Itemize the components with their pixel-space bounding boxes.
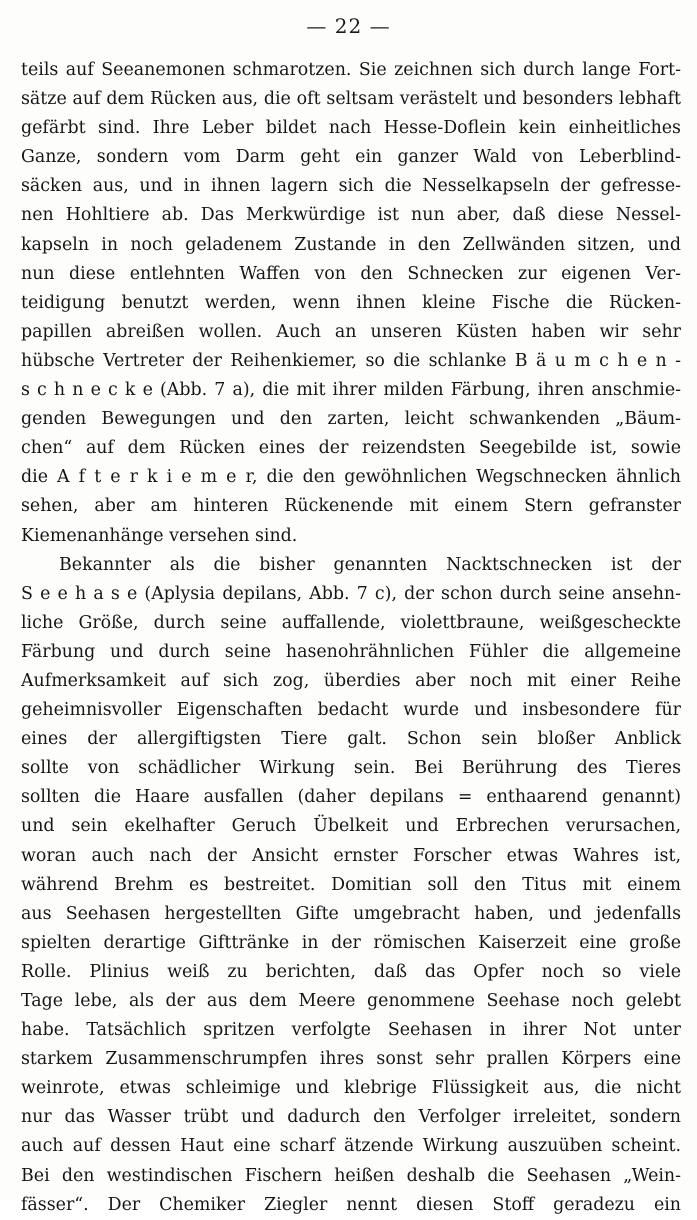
- text-line: starkem Zusammenschrumpfen ihres sonst sehr prallen Körpers eine: [21, 1049, 681, 1070]
- text-line: sehen, aber am hinteren Rückenende mit einem Stern gefranster: [21, 496, 681, 517]
- text-line: während Brehm es bestreitet. Domitian soll den Titus mit einem: [21, 874, 681, 895]
- text-line: Färbung und durch seine hasenohrähnlichen Fühler die allgemeine: [21, 641, 681, 662]
- text-line: nur das Wasser trübt und dadurch den Verfolger irreleitet, sondern: [21, 1107, 681, 1128]
- text-line: kapseln in noch geladenem Zustande in den Zellwänden sitzen, und: [21, 234, 681, 255]
- text-line: Rolle. Plinius weiß zu berichten, daß das Opfer noch so viele: [21, 961, 681, 982]
- text-line: Bei den westindischen Fischern heißen deshalb die Seehasen „Wein-: [21, 1165, 681, 1186]
- text-line: habe. Tatsächlich spritzen verfolgte Seehasen in ihrer Not unter: [21, 1020, 681, 1041]
- text-line: papillen abreißen wollen. Auch an unseren Küsten haben wir sehr: [21, 321, 681, 342]
- text-line: hübsche Vertreter der Reihenkiemer, so die schlanke B ä u m c h e n -: [21, 350, 681, 371]
- text-line: genden Bewegungen und den zarten, leicht schwankenden „Bäum-: [21, 409, 681, 430]
- text-line: Tage lebe, als der aus dem Meere genommene Seehase noch gelebt: [21, 991, 681, 1011]
- text-line: nen Hohltiere ab. Das Merkwürdige ist nun aber, daß diese Nessel-: [21, 205, 681, 226]
- body-text: [21, 56, 681, 1220]
- text-line: woran auch nach der Ansicht ernster Forscher etwas Wahres ist,: [21, 845, 681, 866]
- text-line: sollte von schädlicher Wirkung sein. Bei Berührung des Tieres: [21, 758, 681, 779]
- text-line: chen“ auf dem Rücken eines der reizendsten Seegebilde ist, sowie: [21, 438, 681, 459]
- page-number: — 22 —: [306, 14, 391, 38]
- text-line: teils auf Seeanemonen schmarotzen. Sie zeichnen sich durch lange Fort-: [21, 60, 681, 80]
- text-line: Aufmerksamkeit auf sich zog, überdies aber noch mit einer Reihe: [21, 670, 681, 691]
- paragraph-start-line: Bekannter als die bisher genannten Nacktschnecken ist der: [59, 554, 681, 575]
- text-line: S e e h a s e (Aplysia depilans, Abb. 7 c), der schon durch seine ansehn-: [21, 583, 681, 604]
- text-line: sollten die Haare ausfallen (daher depilans = enthaarend genannt): [21, 787, 681, 808]
- text-line: Ganze, sondern vom Darm geht ein ganzer Wald von Leberblind-: [21, 147, 681, 168]
- text-line: eines der allergiftigsten Tiere galt. Schon sein bloßer Anblick: [21, 729, 681, 750]
- text-line: und sein ekelhafter Geruch Übelkeit und Erbrechen verursachen,: [21, 816, 681, 837]
- text-line: weinrote, etwas schleimige und klebrige Flüssigkeit aus, die nicht: [21, 1078, 681, 1099]
- text-line: auch auf dessen Haut eine scharf ätzende Wirkung auszuüben scheint.: [21, 1136, 681, 1157]
- text-line: säcken aus, und in ihnen lagern sich die Nesselkapseln der gefresse-: [21, 176, 681, 197]
- paragraph-end-line: Kiemenanhänge versehen sind.: [21, 525, 298, 546]
- text-line: nun diese entlehnten Waffen von den Schnecken zur eigenen Ver-: [21, 263, 681, 284]
- text-line: sätze auf dem Rücken aus, die oft seltsam verästelt und besonders lebhaft: [21, 89, 681, 110]
- text-line: teidigung benutzt werden, wenn ihnen kleine Fische die Rücken-: [21, 292, 681, 313]
- text-line: liche Größe, durch seine auffallende, violettbraune, weißgescheckte: [21, 612, 681, 633]
- text-line: aus Seehasen hergestellten Gifte umgebracht haben, und jedenfalls: [21, 903, 681, 924]
- text-line: fässer“. Der Chemiker Ziegler nennt diesen Stoff geradezu ein: [21, 1194, 681, 1215]
- text-line: die A f t e r k i e m e r, die den gewöhnlichen Wegschnecken ähnlich: [21, 467, 681, 488]
- text-line: s c h n e c k e (Abb. 7 a), die mit ihrer milden Färbung, ihren anschmie-: [21, 380, 681, 401]
- text-line: geheimnisvoller Eigenschaften bedacht wurde und insbesondere für: [21, 700, 681, 721]
- text-line: spielten derartige Gifttränke in der römischen Kaiserzeit eine große: [21, 932, 681, 953]
- text-line: gefärbt sind. Ihre Leber bildet nach Hesse-Doflein kein einheitliches: [21, 118, 681, 139]
